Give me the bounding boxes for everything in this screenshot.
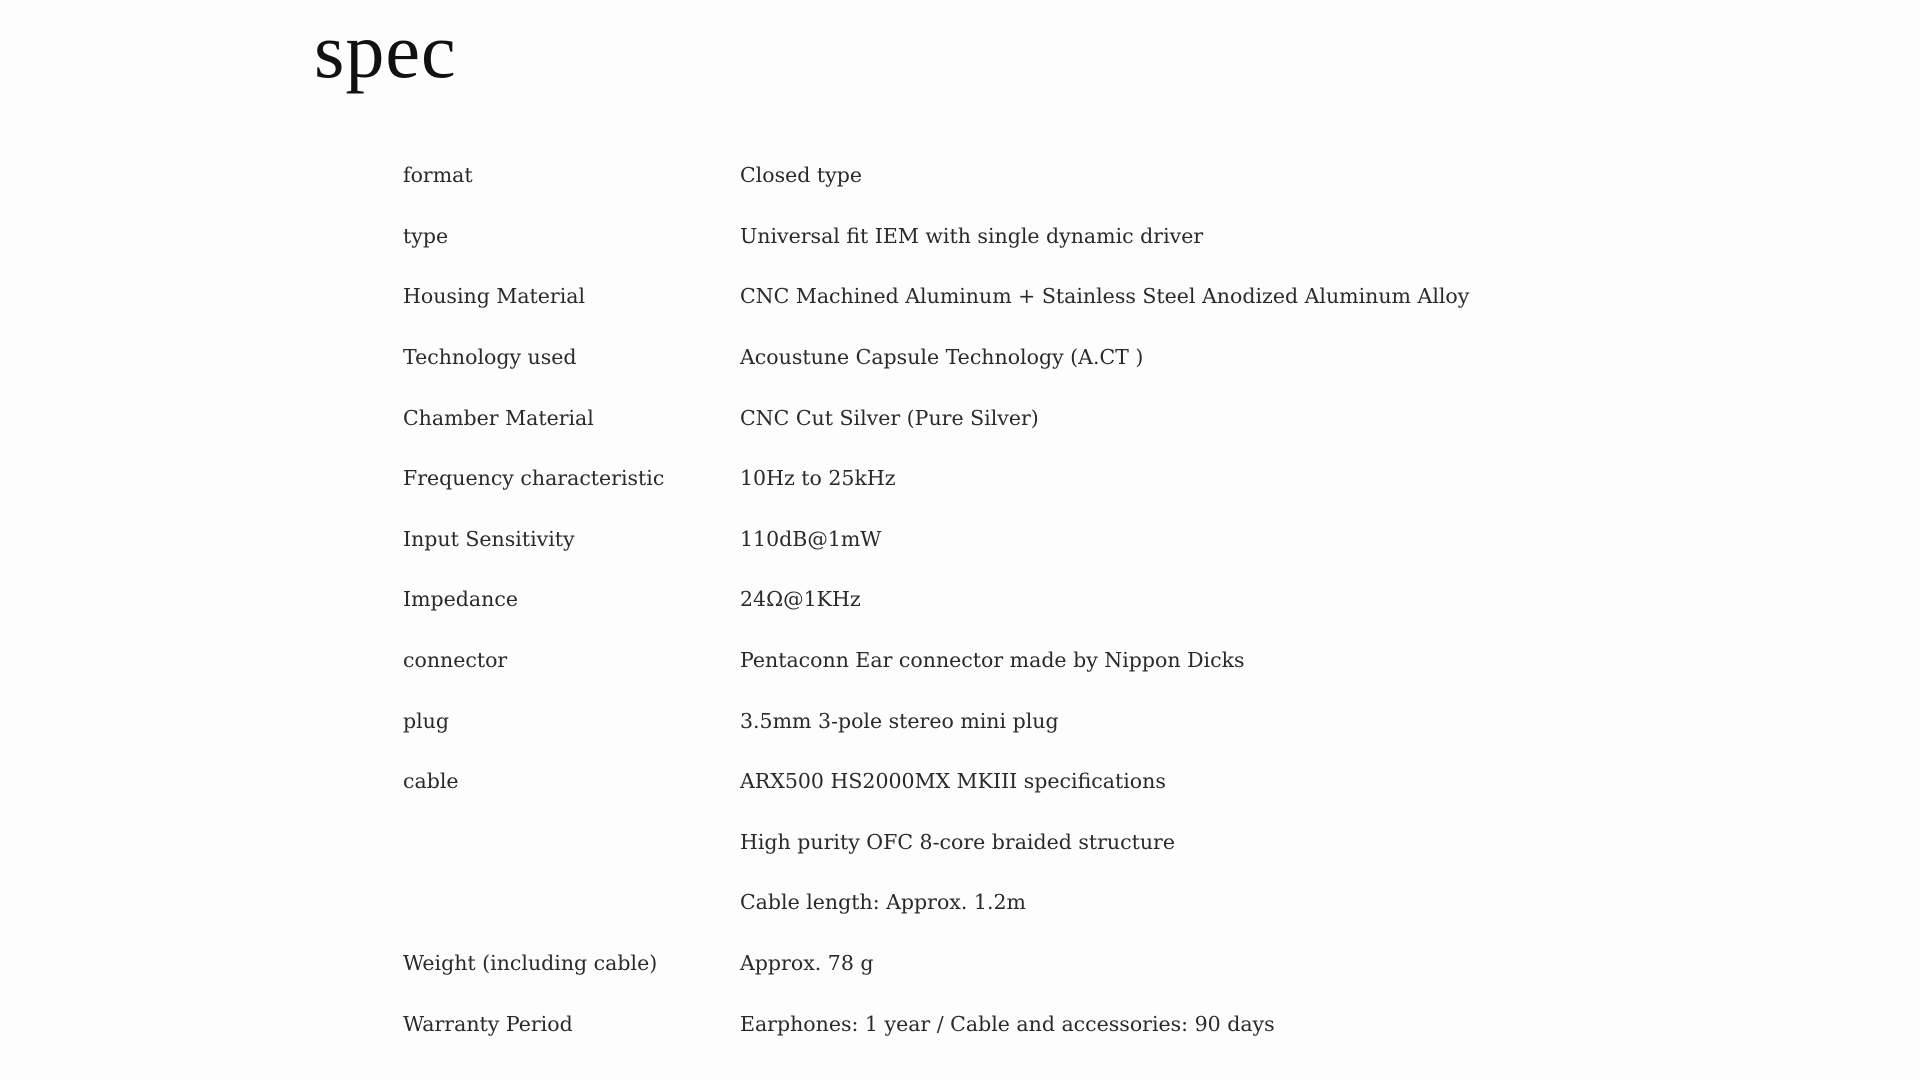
spec-row-input-sensitivity [403,509,1603,570]
spec-value: 24Ω@1KHz [740,587,861,612]
spec-value: Universal fit IEM with single dynamic driver [740,223,1204,248]
spec-value: Cable length: Approx. 1.2m [740,890,1026,915]
spec-label: Chamber Material [403,405,594,430]
spec-label: Impedance [403,587,518,612]
spec-row-type [403,206,1603,267]
spec-value: Acoustune Capsule Technology (A.CT ) [740,345,1144,370]
spec-value: Earphones: 1 year / Cable and accessories: 90 days [740,1011,1275,1036]
spec-label: connector [403,648,508,673]
spec-label: Technology used [403,345,577,370]
spec-value: ARX500 HS2000MX MKIII specifications [740,769,1166,794]
spec-row-frequency-characteristic [403,448,1603,509]
spec-row-warranty-period [403,993,1603,1054]
spec-row-plug [403,690,1603,751]
spec-row-housing-material [403,266,1603,327]
spec-row-impedance [403,569,1603,630]
spec-row-weight [403,933,1603,994]
spec-value: 3.5mm 3-pole stereo mini plug [740,708,1059,733]
spec-table [403,145,1603,1054]
spec-label [403,812,740,873]
spec-label: type [403,223,449,248]
spec-value: Approx. 78 g [740,951,874,976]
page-title: spec [314,7,457,94]
spec-row-chamber-material [403,387,1603,448]
spec-label: cable [403,769,459,794]
spec-value: 10Hz to 25kHz [740,466,896,491]
spec-value: High purity OFC 8-core braided structure [740,829,1175,854]
spec-label: Weight (including cable) [403,951,658,976]
spec-row-cable-length [403,872,1603,933]
spec-label: Input Sensitivity [403,526,575,551]
spec-row-connector [403,630,1603,691]
spec-row-technology-used [403,327,1603,388]
spec-label: Frequency characteristic [403,466,665,491]
spec-row-cable [403,751,1603,812]
spec-row-format [403,145,1603,206]
spec-value: 110dB@1mW [740,526,882,551]
spec-value: Closed type [740,163,862,188]
spec-label [403,872,740,933]
spec-label: plug [403,708,450,733]
spec-value: CNC Machined Aluminum + Stainless Steel Anodized Aluminum Alloy [740,284,1470,309]
spec-value: CNC Cut Silver (Pure Silver) [740,405,1039,430]
spec-label: format [403,163,473,188]
spec-value: Pentaconn Ear connector made by Nippon Dicks [740,648,1245,673]
spec-label: Warranty Period [403,1011,573,1036]
spec-label: Housing Material [403,284,586,309]
spec-row-cable-structure [403,812,1603,873]
